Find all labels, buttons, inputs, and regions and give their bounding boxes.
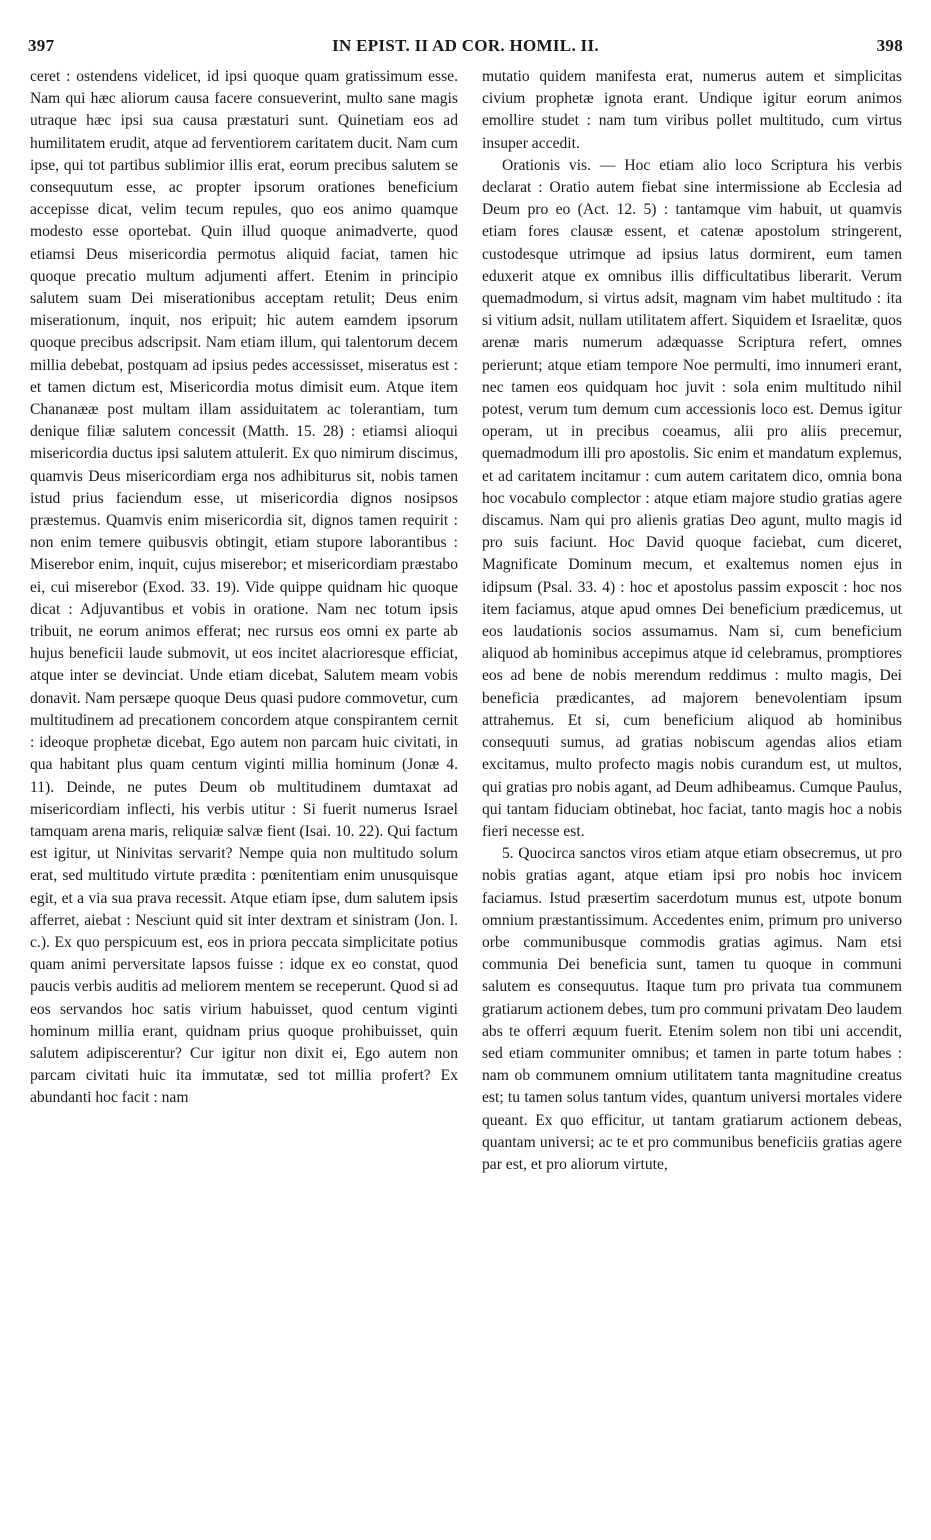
page-number-left: 397 xyxy=(28,36,55,55)
page-number-right: 398 xyxy=(876,36,903,55)
right-paragraph-1: mutatio quidem manifesta erat, numerus autem et simplicitas civium prophetæ ignota erant. Undique igitur eorum animos emollire studet : nam tum viribus pollet multitudo, cum virtus insuper accedit. xyxy=(482,68,902,152)
right-paragraph-2: Orationis vis. — Hoc etiam alio loco Scriptura his verbis declarat : Oratio autem fiebat sine intermissione ab Ecclesia ad Deum pro eo (Act. 12. 5) : tantamque vim habuit, ut quamvis etiam fores clausæ essent, et catenæ apostolum stringerent, custodesque utrimque ad ipsius latus dormirent, eum tamen eduxerit atque ex omnibus illis difficultatibus liberarit. Verum quemadmodum, si virtus adsit, magnam vim habet multitudo : ita si vitium adsit, nullam utilitatem affert. Siquidem et Israelitæ, quos arenæ maris numerum adæquasse Scriptura refert, omnes perierunt; atque etiam tempore Noe permulti, imo innumeri erant, nec tamen eos quidquam hoc juvit : sola enim multitudo nihil potest, verum tum demum cum accessionis loco est. Demus igitur operam, ut in precibus coeamus, alii pro aliis precemur, quemadmodum illi pro apostolis. Sic enim et mandatum explemus, et ad caritatem incitamur : cum autem caritatem dico, omnia bona hoc vocabulo complector : atque etiam majore studio gratias agere discamus. Nam qui pro alienis gratias Deo agunt, multo magis id pro suis faciunt. Hoc David quoque faciebat, cum diceret, Magnificate Dominum mecum, et exaltemus nomen ejus in idipsum (Psal. 33. 4) : hoc et apostolus passim exposcit : hoc nos item faciamus, atque apud omnes Dei beneficium prædicemus, ut eos laudationis socios assumamus. Nam si, cum beneficium aliquod ab hominibus accepimus atque id celebramus, promptiores eos ad bene de nobis merendum reddimus : multo magis, Dei beneficia prædicantes, ad majorem benevolentiam ipsum attrahemus. Et si, cum beneficium aliquod ab hominibus consequuti sumus, ad gratias nobiscum agendas alios etiam excitamus, multo profecto magis nobis curandum est, ut multos, qui gratias pro nobis agant, ad Deum adhibeamus. Cumque Paulus, qui tantam fiduciam obtinebat, hoc faciat, tanto magis hoc a nobis fieri necesse est. xyxy=(482,156,902,840)
left-paragraph-1: ceret : ostendens videlicet, id ipsi quoque quam gratissimum esse. Nam qui hæc aliorum causa facere consueverint, multo sane magis utraque hæc ipsi sua causa præstaturi sunt. Quinetiam eos ad humilitatem erudit, atque ad ferventiorem caritatem ducit. Nam cum ipse, qui tot partibus sublimior illis erat, eorum precibus salutem se consequutum esse, ac propter ipsorum orationes beneficium accepisse dicat, velim tecum repules, quo eos animo quamque modesto esse oportebat. Quin illud quoque animadverte, quod etiamsi Deus misericordia permotus aliquid faciat, tamen hic quoque precatio multum adjumenti affert. Etenim in principio salutem suam Dei miserationibus acceptam retulit; Deus enim miserationum, inquit, nos eripuit; hic autem eamdem ipsorum quoque precibus adscripsit. Nam etiam illum, qui talentorum decem millia debebat, postquam ad ipsius pedes accessisset, miseratus est : et tamen dictum est, Misericordia motus dimisit eum. Atque item Chananææ post multam illam assiduitatem ac tolerantiam, tum denique filiæ salutem concessit (Matth. 15. 28) : etiamsi alioqui misericordia ductus ipsi salutem attulerit. Ex quo nimirum discimus, quamvis Deus misericordiam erga nos adhibiturus sit, nobis tamen istud prius faciendum esse, ut misericordia dignos nosipsos præstemus. Quamvis enim misericordia sit, dignos tamen requirit : non enim temere quibusvis obtingit, etiam stupore laborantibus : Miserebor enim, inquit, cujus miserebor; et misericordiam præstabo ei, cui miserebor (Exod. 33. 19). Vide quippe quidnam hic quoque dicat : Adjuvantibus et vobis in oratione. Nam nec totum ipsis tribuit, ne eorum animos efferat; nec rursus eos omni ex parte ab hujus beneficii laude submovit, ut eos incitet alacrioresque efficiat, atque inter se devinciat. Unde etiam dicebat, Salutem meam vobis donavit. Nam persæpe quoque Deus quasi pudore commovetur, cum multitudinem ad precationem concordem atque conspirantem cernit : ideoque prophetæ dicebat, Ego autem non parcam huic civitati, in qua habitant plus quam centum viginti millia hominum (Jonæ 4. 11). Deinde, ne putes Deum ob multitudinem dumtaxat ad misericordiam inflecti, his verbis utitur : Si fuerit numerus Israel tamquam arena maris, reliquiæ salvæ fient (Isai. 10. 22). Qui factum est igitur, ut Ninivitas servarit? Nempe quia non multitudo solum erat, sed multitudo virtute prædita : pœnitentiam enim unusquisque egit, et a via sua prava recessit. Atque etiam ipse, dum salutem ipsis afferret, aiebat : Nesciunt quid sit inter dextram et sinistram (Jon. l. c.). Ex quo perspicuum est, eos in priora peccata simplicitate potius quam animi perversitate lapsos fuisse : idque ex eo constat, quod paucis verbis auditis ad meliorem mentem se receperunt. Quod si ad eos servandos hoc satis virium habuisset, quod centum viginti hominum millia erant, quidnam prius quoque prohibuisset, quin salutem adipiscerentur? Cur igitur non dixit ei, Ego autem non parcam civitati huic ita immutatæ, sed tot millia profert? Ex abundanti hoc facit : nam xyxy=(30,68,458,1107)
running-title: IN EPIST. II AD COR. HOMIL. II. xyxy=(332,36,599,55)
right-paragraph-3: 5. Quocirca sanctos viros etiam atque etiam obsecremus, ut pro nobis gratias agant, atque etiam ipsi pro nobis hoc invicem faciamus. Istud præsertim sacerdotum munus est, utpote bonum omnium præstantissimum. Accedentes enim, primum pro universo orbe communibusque commodis gratias agimus. Nam etsi communia Dei beneficia sunt, tamen tu quoque in communi salutem es consequutus. Itaque tum pro privata tua communem gratiarum actionem debes, tum pro communi privatam Deo laudem abs te offerri æquum fuerit. Etenim solem non tibi uni accendit, sed etiam communiter omnibus; et tamen in parte totum habes : nam ob communem omnium utilitatem tanta magnitudine creatus est; tu tamen solus tantum vides, quantum universi mortales videre queant. Ex quo efficitur, ut tantam gratiarum actionem debeas, quantam universi; ac te et pro communibus beneficiis gratias agere par est, et pro aliorum virtute, xyxy=(482,845,902,1173)
right-column xyxy=(482,66,902,1176)
left-column xyxy=(30,66,458,1110)
running-header xyxy=(28,36,903,58)
